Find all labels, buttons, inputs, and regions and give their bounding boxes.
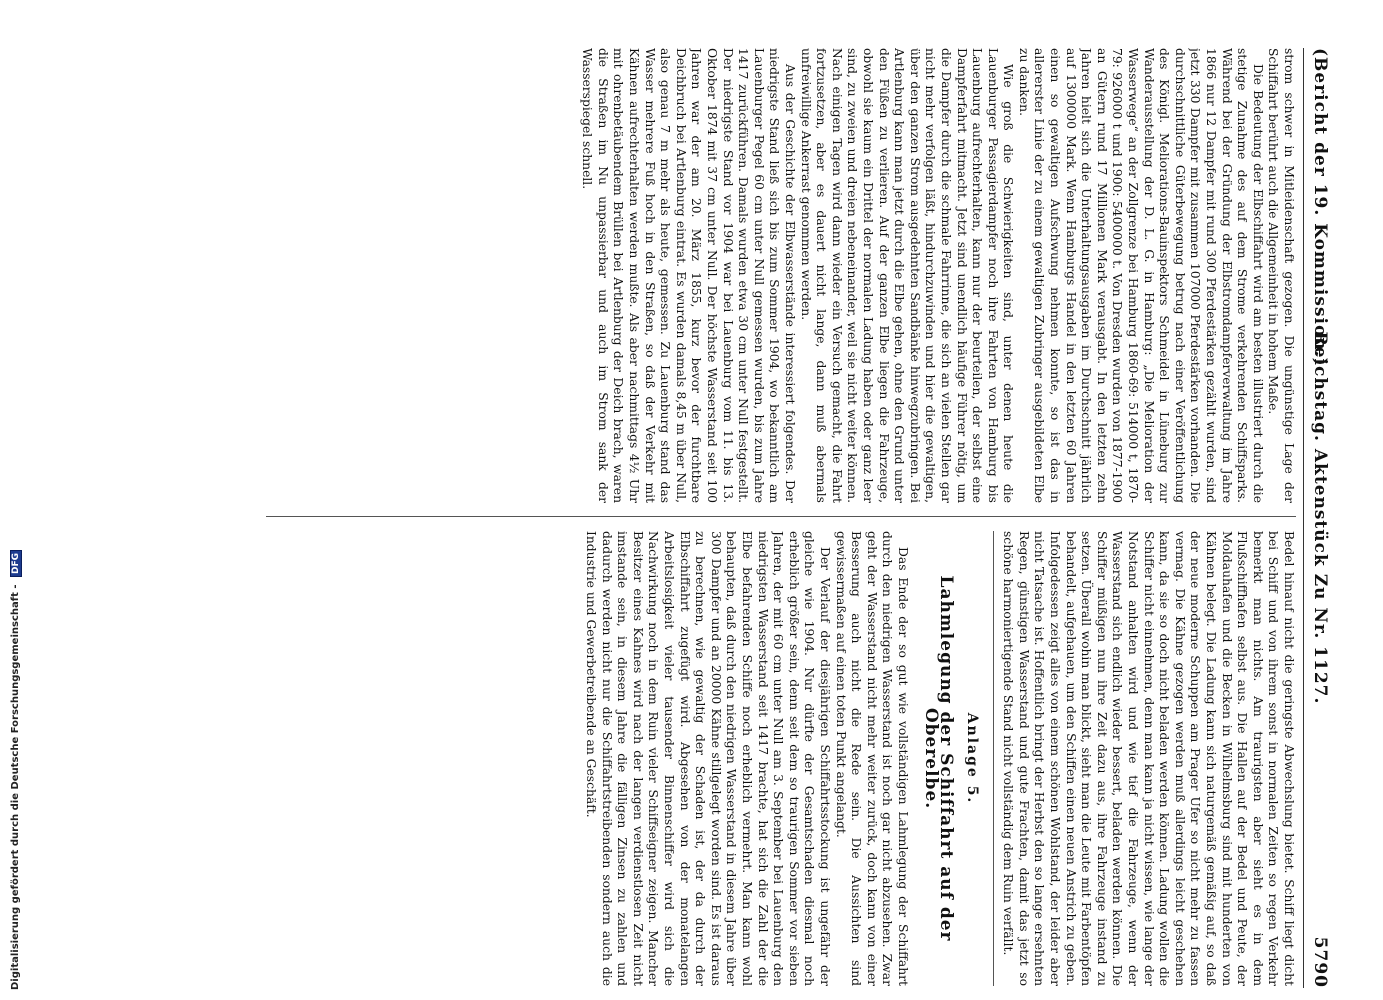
paragraph: Wie groß die Schwierigkeiten sind, unter denen heute die Lauenburger Passagierdampfer noch ihre Fahrten von Hamburg bis Lauenburg aufrechterhalten, kann nur der beurteilen, der selbst eine Dampferfahrt mitmacht. Jetzt sind unendlich häufige Führer nötig, um die Dampfer durch die schmale Fahrrinne, die sich an vielen Stellen gar nicht mehr verfolgen läßt, hindurchzuwinden und hier die gewaltigen, über den ganzen Strom ausgedehnten Sandbänke hinwegzubringen. Bei Artlenburg kann man jetzt durch die Elbe gehen, ohne den Grund unter den Füßen zu verlieren. Auf der ganzen Elbe liegen die Fahrzeuge, obwohl sie kaum ein Drittel der normalen Ladung haben oder ganz leer sind, zu zweien und dreien nebeneinander, weil sie nicht weiter können. Nach einigen Tagen wird dann wieder ein Versuch gemacht, die Fahrt fortzusetzen, aber es dauert nicht lange, dann muß abermals unfreiwillige Ankerrast genommen werden. bbox=[798, 48, 1016, 503]
right-text-column bbox=[256, 48, 1296, 503]
left-text-column bbox=[256, 531, 1296, 986]
appendix-label: Anlage 5. bbox=[963, 712, 980, 805]
paragraph: Das Ende der so gut wie vollständigen Lahmlegung der Schiffahrt durch den niedrigen Wasserstand ist noch gar nicht abzusehen. Zwar geht der Wasserstand nicht mehr weiter zurück, doch kann von einer Besserung auch nicht die Rede sein. Die Aussichten sind gewissermaßen auf einen toten Punkt angelangt. bbox=[833, 531, 910, 986]
column-divider bbox=[266, 516, 1296, 517]
section-title: Lahmlegung der Schiffahrt auf der Oberelbe. bbox=[920, 575, 957, 942]
header-subtitle: (Bericht der 19. Kommission.) bbox=[1310, 48, 1330, 367]
text-columns bbox=[256, 48, 1296, 988]
paragraph: Bedel hinauf nicht die geringste Abwechslung bietet. Schiff liegt dicht bei Schiff und von ihrem sonst in normalen Zeiten so regen Verkehr bemerkt man nichts. Am traurigsten aber sieht es in dem Flußschiffhafen selbst aus. Die Hallen auf der Bedel und Peute, der Moldauhafen und die Becken in Wilhelmsburg sind mit hunderten von Kähnen belegt. Die Ladung kann sich naturgemäß gemäßig auf, so daß der neue moderne Schuppen am Prager Ufer so nicht mehr zu fassen vermag. Die Kähne gezogen werden muß allerdings leicht geschehen kann, da sie so doch nicht beladen werden können. Ladung wollen die Schiffer nicht einnehmen, denn man kann ja nicht wissen, wie lange der Notstand anhalten wird und wie tief die Fahrzeuge, wenn der Wasserstand sich endlich wieder bessert, beladen werden können. Die Schiffer müßigen nun ihre Zeit dazu aus, ihre Fahrzeuge instand zu setzen. Überall wohin man blickt, sieht man die Leute mit Farbentöpfen behandelt, aufgehauen, um den Schiffen einen neuen Anstrich zu geben. Infolgedessen zeigt alles von einem schönen Wohlstand, der leider aber nicht Tatsache ist. Hoffentlich bringt der Herbst den so lange ersehnten Regen, günstigen Wasserstand und gute Frachten, damit das jetzt so schöne harmoniertigende Stand nicht vollständig dem Ruin verfällt. bbox=[1001, 531, 1296, 986]
divider-line bbox=[993, 531, 994, 986]
paragraph: strom schwer in Mitleidenschaft gezogen. Die ungünstige Lage der Schiffahrt berührt auch die Allgemeinheit in hohem Maße. bbox=[1266, 48, 1296, 503]
paragraph: Der Verlauf der diesjährigen Schiffahrtsstockung ist ungefähr der gleiche wie 1904. Nur dürfte der Gesamtschaden diesmal noch erheblich größer sein, denn seit dem so traurigen Sommer vor sieben Jahren, der mit 60 cm unter Null am 3. September bei Lauenburg den niedrigsten Wasserstand seit 1417 brachte, hat sich die Zahl der die Elbe befahrenden Schiffe noch erheblich vermehrt. Man kann wohl behaupten, daß durch den niedrigen Wasserstand in diesem Jahre über 300 Dampfer und an 20000 Kähne stillgelegt worden sind. Es ist daraus zu berechnen, wie gewaltig der Schaden ist, der da durch der Elbschiffahrt zugefügt wird. Abgesehen von der monatelangen Arbeitslosigkeit vieler tausender Binnenschiffer wird sich die Nachwirkung noch in dem Ruin vieler Schiffseigner zeigen. Mancher Besitzer eines Kahnes wird nach der langen verdienstlosen Zeit nicht imstande sein, in diesem Jahre die fälligen Zinsen zu zahlen und dadurch werden nicht nur die Schiffahrtstreibenden sondern auch die Industrie und Gewerbetreibende an Geschäft. bbox=[584, 531, 832, 986]
page-number: 5790 bbox=[1310, 936, 1330, 988]
page-header bbox=[1303, 48, 1330, 988]
digitization-footer bbox=[10, 390, 24, 990]
header-title: Reichstag. Aktenstück Zu Nr. 1127. bbox=[1310, 331, 1330, 705]
paragraph: Die Bedeutung der Elbschiffahrt wird am besten illustriert durch die stetige Zunahme des auf dem Strome verkehrenden Schiffsparks. Während bei der Gründung der Elbstromdampferverwaltung im Jahre 1866 nur 12 Dampfer mit rund 300 Pferdestärken gezählt wurden, sind jetzt 330 Dampfer mit zusammen 107000 Pferdestärken vorhanden. Die durchschnittliche Güterbewegung betrug nach einer Veröffentlichung des Königl. Meliorations-Bauinspektors Schmeidel in Lüneburg zur Wanderausstellung der D. L. G. in Hamburg: „Die Melioration der Wasserwege“ an der Zollgrenze bei Hamburg 1860-69: 514000 t, 1870-79: 926000 t und 1900: 5400000 t. Von Dresden wurden von 1877-1900 an Gütern rund 17 Millionen Mark verausgabt. In den letzten zehn Jahren hielt sich die Unterhaltungsausgaben im Durchschnitt jährlich auf 1300000 Mark. Wenn Hamburgs Handel in den letzten 60 Jahren einen so gewaltigen Aufschwung nehmen konnte, so ist das in allererster Linie der zu einem gewaltigen Zubringer ausgebildeten Elbe zu danken. bbox=[1016, 48, 1265, 503]
paragraph: Aus der Geschichte der Elbwasserstände interessiert folgendes. Der niedrigste Stand ließ sich bis zum Sommer 1904, wo bekanntlich am Lauenburger Pegel 60 cm unter Null gemessen wurden, bis zum Jahre 1417 zurückführen. Damals wurden etwa 30 cm unter Null festgestellt. Der niedrigste Stand vor 1904 war bei Lauenburg vom 11. bis 13. Oktober 1874 mit 37 cm unter Null. Der höchste Wasserstand seit 100 Jahren war der am 20. März 1855, kurz bevor der furchtbare Deichbruch bei Artlenburg eintrat. Es wurden damals 8,45 m über Null, also genau 7 m mehr als heute, gemessen. Zu Lauenburg stand das Wasser mehrere Fuß hoch in den Straßen, so daß der Verkehr mit Kähnen aufrechterhalten werden mußte. Als aber nachmittags 4½ Uhr mit ohrenbetäubendem Brüllen bei Artlenburg der Deich brach, waren die Straßen im Nu unpassierbar und auch im Strom sank der Wasserspiegel schnell. bbox=[580, 48, 797, 503]
document-page bbox=[255, 48, 1330, 988]
dfg-logo: DFG bbox=[10, 550, 22, 577]
footer-text: Digitalisierung gefördert durch die Deutsche Forschungsgemeinschaft - bbox=[10, 584, 21, 990]
